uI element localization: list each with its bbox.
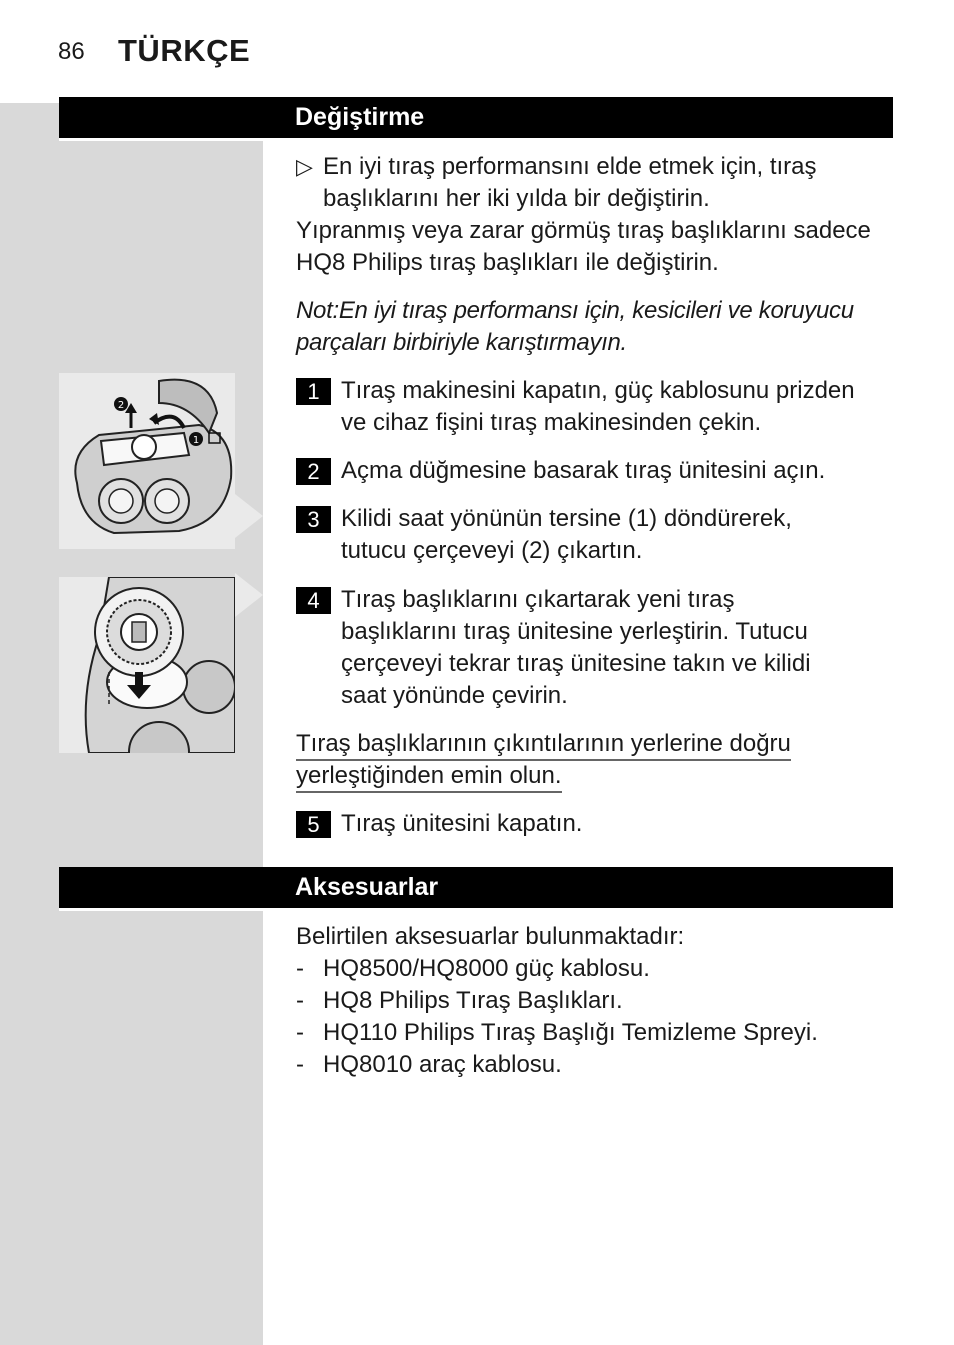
divider [59,138,263,141]
list-dash: - [296,987,304,1014]
list-dash: - [296,1051,304,1078]
step-number-1: 1 [296,378,331,405]
step-3-line-1: Kilidi saat yönünün tersine (1) döndürerek, [341,505,792,532]
shaver-unlock-drawing [59,373,235,549]
illustration-replace-heads [59,577,235,753]
page-number: 86 [58,38,85,65]
figure-pointer-2 [235,573,263,617]
warning-line-2-text: yerleştiğinden emin olun. [296,761,562,793]
warning-line-1-text: Tıraş başlıklarının çıkıntılarının yerlerine doğru [296,729,791,761]
illustration-unlock-frame [59,373,235,549]
accessory-item-2: HQ8 Philips Tıraş Başlıkları. [323,987,623,1014]
accessory-item-1: HQ8500/HQ8000 güç kablosu. [323,955,650,982]
note-line-1: Not:En iyi tıraş performansı için, kesicileri ve koruyucu [296,297,854,324]
warning-line-2 [296,760,562,793]
note-line-2: parçaları birbiriyle karıştırmayın. [296,329,627,356]
step-1-line-1: Tıraş makinesini kapatın, güç kablosunu prizden [341,377,855,404]
step-4-line-1: Tıraş başlıklarını çıkartarak yeni tıraş [341,586,735,613]
accessories-intro: Belirtilen aksesuarlar bulunmaktadır: [296,923,685,950]
figure-label-2: 2 [117,400,125,411]
divider [59,908,263,911]
bullet-line-2: başlıklarını her iki yılda bir değiştirin. [323,185,710,212]
step-3-line-2: tutucu çerçeveyi (2) çıkartın. [341,537,643,564]
language-heading: TÜRKÇE [118,33,251,68]
step-5-line-1: Tıraş ünitesini kapatın. [341,810,583,837]
step-2-line-1: Açma düğmesine basarak tıraş ünitesini açın. [341,457,826,484]
bullet-line-1: En iyi tıraş performansını elde etmek için, tıraş [323,153,817,180]
section-title-aksesuarlar: Aksesuarlar [59,867,893,908]
step-4-line-3: çerçeveyi tekrar tıraş ünitesine takın ve kilidi [341,650,811,677]
step-number-2: 2 [296,458,331,485]
step-number-5: 5 [296,811,331,838]
step-4-line-4: saat yönünde çevirin. [341,682,568,709]
section-title-degistirme: Değiştirme [59,97,893,138]
figure-pointer-1 [235,494,263,538]
step-number-4: 4 [296,587,331,614]
accessory-item-4: HQ8010 araç kablosu. [323,1051,562,1078]
paragraph-line-2: HQ8 Philips tıraş başlıkları ile değiştirin. [296,249,719,276]
step-number-3: 3 [296,506,331,533]
bullet-marker: ▷ [296,154,313,179]
figure-label-1: 1 [192,435,200,446]
paragraph-line-1: Yıpranmış veya zarar görmüş tıraş başlıklarını sadece [296,217,871,244]
warning-line-1 [296,728,791,761]
step-4-line-2: başlıklarını tıraş ünitesine yerleştirin. Tutucu [341,618,808,645]
step-1-line-2: ve cihaz fişini tıraş makinesinden çekin. [341,409,762,436]
list-dash: - [296,1019,304,1046]
accessory-item-3: HQ110 Philips Tıraş Başlığı Temizleme Spreyi. [323,1019,818,1046]
shaver-head-drawing [59,577,235,753]
list-dash: - [296,955,304,982]
